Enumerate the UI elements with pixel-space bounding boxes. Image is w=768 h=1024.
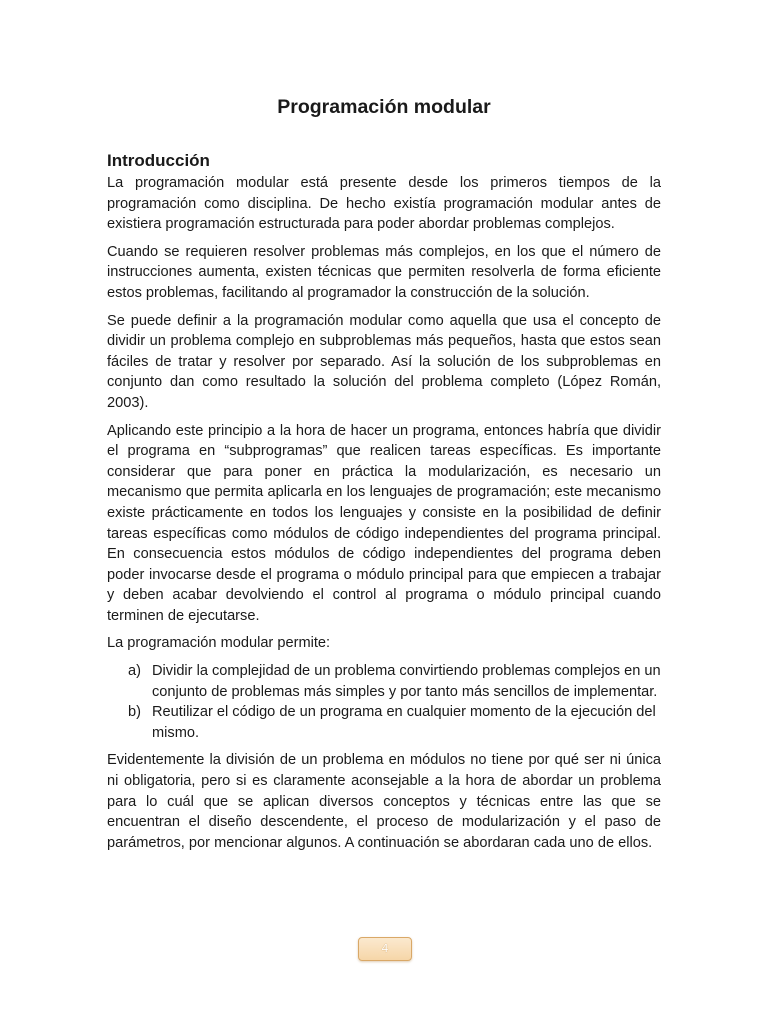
page-number: 4 bbox=[381, 942, 389, 955]
list-item-text: Reutilizar el código de un programa en cualquier momento de la ejecución del mismo. bbox=[152, 704, 656, 741]
benefits-list bbox=[107, 661, 661, 743]
list-marker: b) bbox=[128, 704, 141, 721]
document-title: Programación modular bbox=[277, 96, 491, 118]
paragraph: Aplicando este principio a la hora de hacer un programa, entonces habría que dividir el programa en “subprogramas” que realicen tareas específicas. Es importante considerar que para poner en práctica la modularización, es necesario un mecanismo que permita aplicarla en los lenguajes de programación; este mecanismo existe prácticamente en todos los lenguajes y consiste en la posibilidad de definir tareas específicas como módulos de código independientes del programa principal. En consecuencia estos módulos de código independientes del programa deben poder invocarse desde el programa o módulo principal para que empiecen a trabajar y deben acabar devolviendo el control al programa o módulo principal cuando terminen de ejecutarse. bbox=[107, 422, 661, 624]
list-item bbox=[107, 702, 661, 743]
list-item-text: Dividir la complejidad de un problema convirtiendo problemas complejos en un conjunto de problemas más simples y por tanto más sencillos de implementar. bbox=[152, 663, 661, 700]
list-item bbox=[107, 661, 661, 702]
paragraph: Se puede definir a la programación modular como aquella que usa el concepto de dividir un problema complejo en subproblemas más pequeños, hasta que estos sean fáciles de tratar y resolver por separado. Así la solución de los subproblemas en conjunto dan como resultado la solución del problema completo (López Román, 2003). bbox=[107, 312, 661, 411]
document-page bbox=[107, 96, 661, 860]
paragraph: Cuando se requieren resolver problemas más complejos, en los que el número de instrucciones aumenta, existen técnicas que permiten resolverla de forma eficiente estos problemas, facilitando al programador la construcción de la solución. bbox=[107, 243, 661, 301]
list-marker: a) bbox=[128, 663, 141, 680]
paragraph: La programación modular permite: bbox=[107, 635, 331, 652]
closing-paragraph: Evidentemente la división de un problema en módulos no tiene por qué ser ni única ni obligatoria, pero si es claramente aconsejable a la hora de abordar un problema para lo cuál que se aplican diversos conceptos y técnicas entre las que se encuentran el diseño descendente, el proceso de modularización y el paso de parámetros, por mencionar algunos. A continuación se abordaran cada uno de ellos. bbox=[107, 752, 661, 851]
page-number-badge bbox=[358, 937, 412, 961]
paragraph: La programación modular está presente desde los primeros tiempos de la programación como disciplina. De hecho existía programación modular antes de existiera programación estructurada para poder abordar problemas complejos. bbox=[107, 175, 661, 233]
section-heading: Introducción bbox=[107, 151, 210, 170]
